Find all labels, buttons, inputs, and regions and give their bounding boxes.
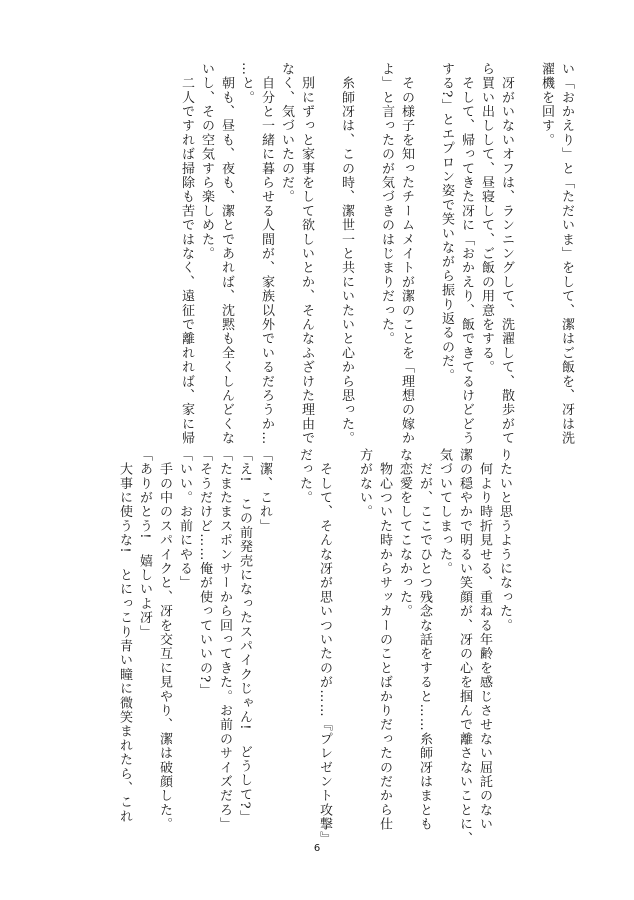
text-line: 手の中のスパイクと、冴を交互に見やり、潔は破顔した。	[157, 448, 172, 832]
text-line: 二人ですれば掃除も苦ではなく、遠征で離れれば、家に帰	[179, 62, 194, 446]
text-line: 方がない。	[357, 448, 372, 519]
text-line: 物心ついた時からサッカーのことばかりだったのだから仕	[377, 448, 392, 832]
text-line: その様子を知ったチームメイトが潔のことを「理想の嫁か	[399, 62, 414, 446]
text-line: 気づいてしまった。	[437, 448, 452, 576]
text-line: 潔の穏やかで明るい笑顔が、冴の心を掴んで離さないことに、	[457, 448, 472, 846]
paragraph-gap	[334, 448, 354, 808]
text-line: 大事に使うな! とにっこり青い瞳に微笑まれたら、これ	[117, 448, 132, 824]
text-line: 「いい。お前にやる」	[177, 448, 192, 590]
text-line: 糸師冴は、この時、潔世一と共にいたいと心から思った。	[339, 62, 354, 446]
text-line: 自分と一緒に暮らせる人間が、家族以外でいるだろうか…	[259, 62, 274, 446]
text-line: 「え! この前発売になったスパイクじゃん! どうして?」	[237, 448, 252, 825]
text-line: 「たまたまスポンサーから回ってきた。お前のサイズだろ」	[217, 448, 232, 832]
text-line: 濯機を回す。	[539, 62, 554, 148]
paragraph-gap	[316, 62, 336, 407]
text-line: いし、その空気すら楽しめた。	[199, 62, 214, 261]
text-line: い「おかえり」と「ただいま」をして、潔はご飯を、冴は洗	[559, 62, 574, 446]
text-line: 朝も、昼も、夜も、潔とであれば、沈黙も全くしんどくな	[219, 62, 234, 446]
bottom-text-block	[114, 448, 514, 846]
text-line: な恋愛をしてこなかった。	[397, 448, 412, 619]
paragraph-gap	[274, 448, 294, 808]
text-line: よ」と言ったのが気づきのはじまりだった。	[379, 62, 394, 346]
text-line: そして、そんな冴が思いついたのが……『プレゼント攻撃』	[317, 448, 332, 846]
text-line: 「潔、これ」	[257, 448, 272, 534]
text-line: 「ありがとう! 嬉しいよ冴」	[137, 448, 152, 640]
page-number: 6	[313, 843, 321, 854]
text-line: だが、ここでひとつ残念な話をすると……糸師冴はまとも	[417, 448, 432, 832]
top-text-block	[176, 62, 576, 446]
text-line: …と。	[239, 62, 254, 105]
text-line: 何より時折見せる、重ねる年齢を感じさせない屈託のない	[477, 448, 492, 832]
paragraph-gap	[356, 62, 376, 407]
text-line: ら買い出しして、昼寝して、ご飯の用意をする。	[479, 62, 494, 375]
text-line: そして、帰ってきた冴に「おかえり、飯できてるけどどう	[459, 62, 474, 446]
text-line: 「そうだけど……俺が使っていいの?」	[197, 448, 212, 698]
text-line: 別にずっと家事をして欲しいとか、そんなふざけた理由で	[299, 62, 314, 446]
paragraph-gap	[516, 62, 536, 407]
text-line: なく、気づいたのだ。	[279, 62, 294, 204]
text-line: りたいと思うようになった。	[497, 448, 512, 633]
text-line: 冴がいないオフは、ランニングして、洗濯して、散歩がて	[499, 62, 514, 446]
text-line: だった。	[297, 448, 312, 505]
paragraph-gap	[416, 62, 436, 407]
text-line: する?」とエプロン姿で笑いながら振り返るのだ。	[439, 62, 454, 383]
